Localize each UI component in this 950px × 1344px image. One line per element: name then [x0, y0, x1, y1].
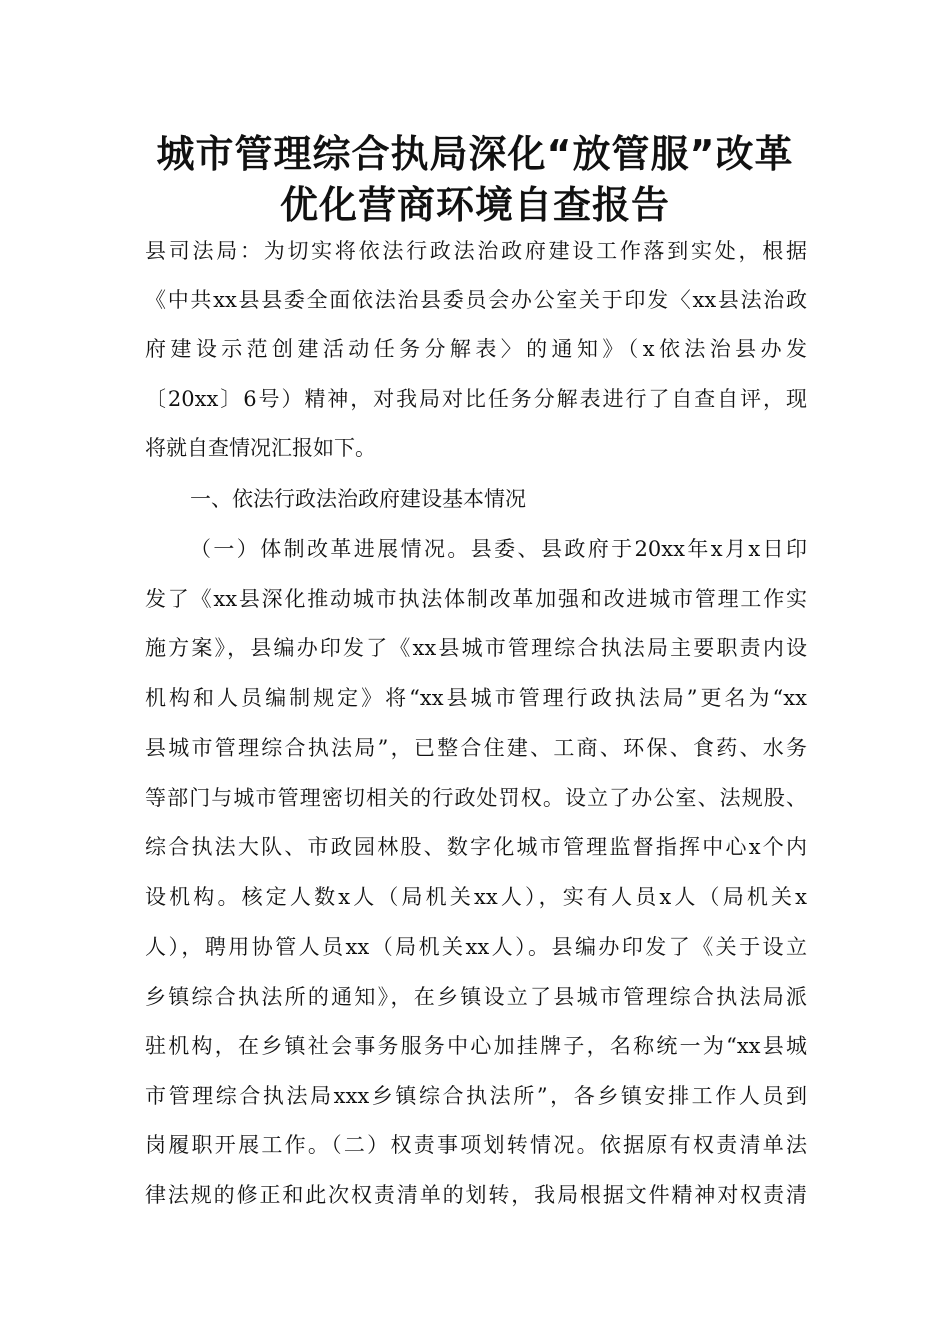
document-title-line-2: 优化营商环境自查报告 — [279, 183, 670, 227]
body-text-line: 市管理综合执法局xxx乡镇综合执法所”，各乡镇安排工作人员到 — [145, 1084, 807, 1108]
body-text-line: 《中共xx县县委全面依法治县委员会办公室关于印发〈xx县法治政 — [145, 288, 807, 312]
document-title-line-1: 城市管理综合执局深化“放管服”改革 — [156, 132, 794, 176]
body-text-line: 岗履职开展工作。（二）权责事项划转情况。依据原有权责清单法 — [145, 1133, 807, 1157]
body-text-line: 等部门与城市管理密切相关的行政处罚权。设立了办公室、法规股、 — [145, 786, 807, 810]
body-text-line: 乡镇综合执法所的通知》，在乡镇设立了县城市管理综合执法局派 — [145, 985, 807, 1009]
body-text-line: 〔20xx〕6号）精神，对我局对比任务分解表进行了自查自评，现 — [145, 387, 807, 411]
body-text-line: 府建设示范创建活动任务分解表〉的通知》（x依法治县办发 — [145, 337, 807, 361]
body-text-line: （一）体制改革进展情况。县委、县政府于20xx年x月x日印 — [190, 537, 807, 561]
body-text-line: 施方案》，县编办印发了《xx县城市管理综合执法局主要职责内设 — [145, 636, 807, 660]
body-text-line: 驻机构，在乡镇社会事务服务中心加挂牌子，名称统一为“xx县城 — [145, 1034, 807, 1058]
body-text-line: 人），聘用协管人员xx（局机关xx人）。县编办印发了《关于设立 — [145, 935, 807, 959]
body-text-line: 发了《xx县深化推动城市执法体制改革加强和改进城市管理工作实 — [145, 587, 807, 611]
section-heading: 一、依法行政法治政府建设基本情况 — [190, 487, 526, 511]
body-text-line: 县城市管理综合执法局”，已整合住建、工商、环保、食药、水务 — [145, 736, 807, 760]
body-text-line: 机构和人员编制规定》将“xx县城市管理行政执法局”更名为“xx — [145, 686, 807, 710]
body-text-line: 将就自查情况汇报如下。 — [145, 436, 376, 460]
body-text-line: 律法规的修正和此次权责清单的划转，我局根据文件精神对权责清 — [145, 1183, 807, 1207]
body-text-line: 设机构。核定人数x人（局机关xx人），实有人员x人（局机关x — [145, 885, 807, 909]
body-text-line: 县司法局：为切实将依法行政法治政府建设工作落到实处，根据 — [145, 239, 807, 263]
body-text-line: 综合执法大队、市政园林股、数字化城市管理监督指挥中心x个内 — [145, 835, 807, 859]
